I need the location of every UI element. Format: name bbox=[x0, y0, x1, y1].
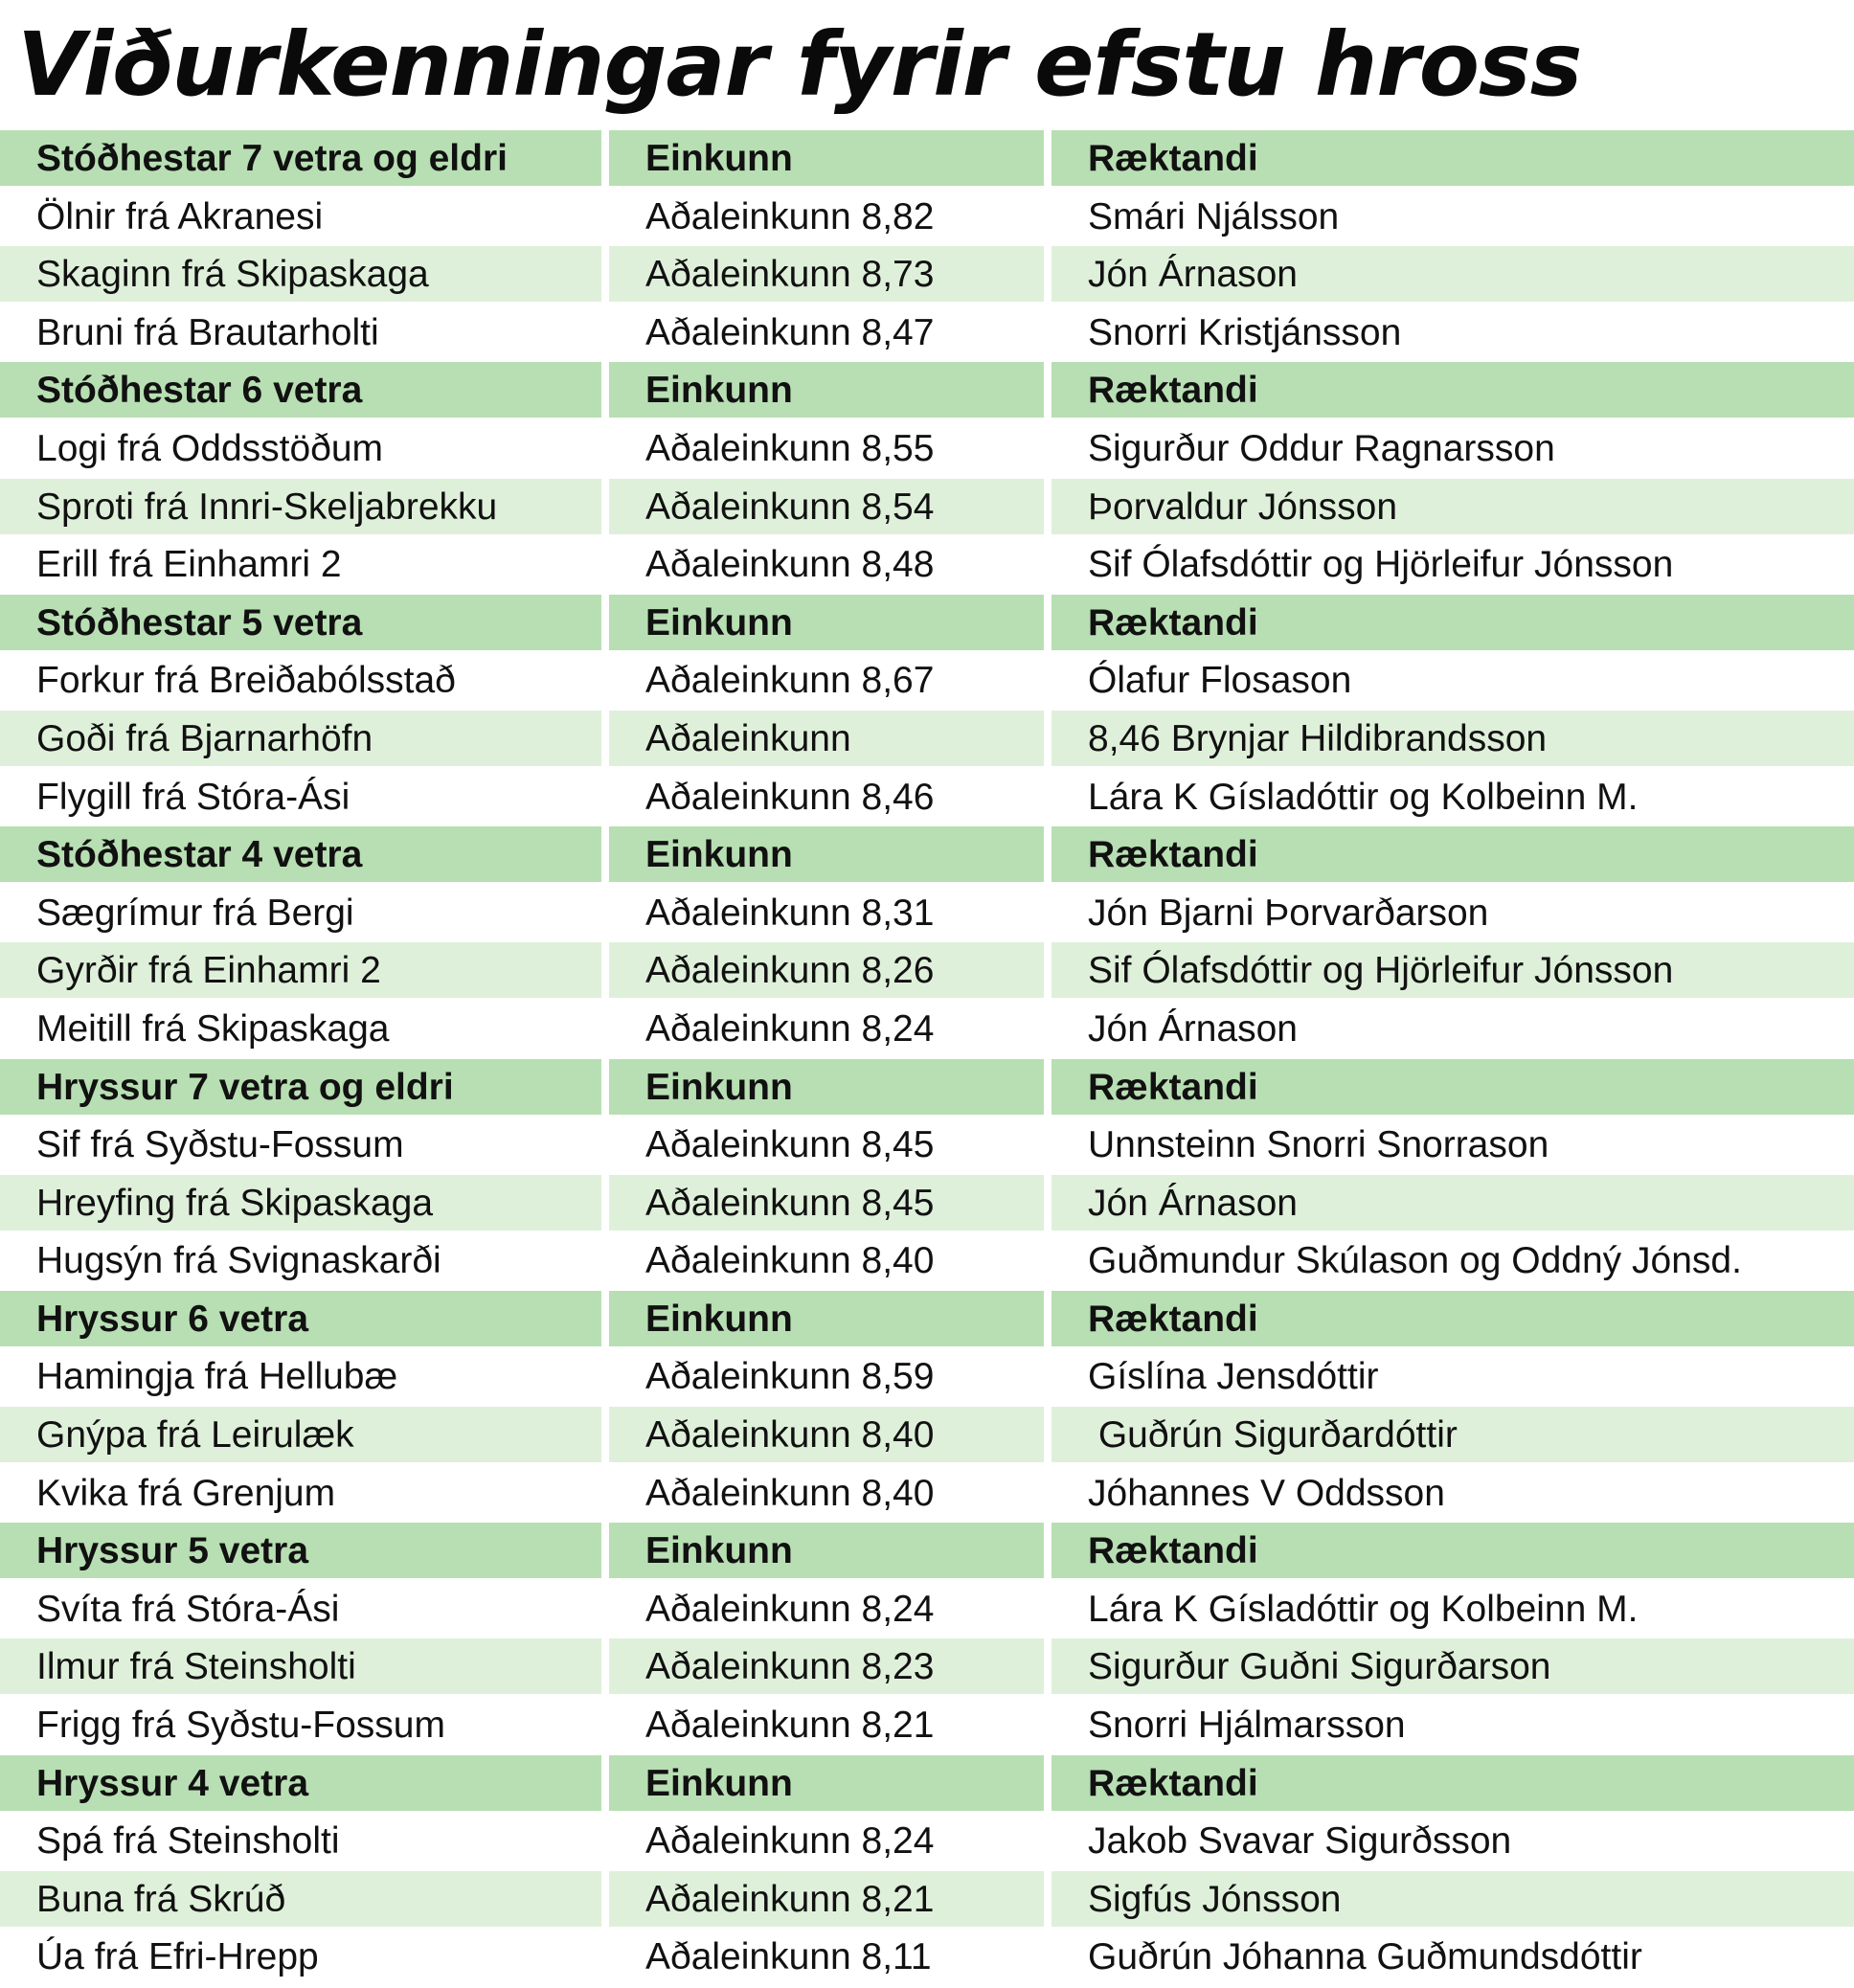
horse-name: Flygill frá Stóra-Ási bbox=[0, 769, 601, 825]
score-header: Einkunn bbox=[609, 362, 1044, 418]
table-row bbox=[0, 1638, 1854, 1697]
horse-name: Hamingja frá Hellubæ bbox=[0, 1348, 601, 1404]
table-row bbox=[0, 1929, 1854, 1987]
horse-score: Aðaleinkunn 8,40 bbox=[609, 1407, 1044, 1462]
table-row bbox=[0, 1871, 1854, 1930]
table-row bbox=[0, 769, 1854, 827]
horse-name: Ölnir frá Akranesi bbox=[0, 189, 601, 244]
horse-name: Spá frá Steinsholti bbox=[0, 1813, 601, 1868]
page-title: Viðurkenningar fyrir efstu hross bbox=[17, 13, 1582, 116]
horse-breeder: Jóhannes V Oddsson bbox=[1051, 1465, 1854, 1521]
table-row bbox=[0, 1232, 1854, 1291]
score-header: Einkunn bbox=[609, 826, 1044, 882]
category-header: Hryssur 5 vetra bbox=[0, 1523, 601, 1578]
horse-name: Svíta frá Stóra-Ási bbox=[0, 1581, 601, 1637]
category-header: Stóðhestar 6 vetra bbox=[0, 362, 601, 418]
score-header: Einkunn bbox=[609, 1059, 1044, 1115]
horse-breeder: Snorri Kristjánsson bbox=[1051, 305, 1854, 360]
horse-name: Bruni frá Brautarholti bbox=[0, 305, 601, 360]
section-header-row bbox=[0, 826, 1854, 885]
score-header: Einkunn bbox=[609, 1755, 1044, 1811]
horse-score: Aðaleinkunn 8,31 bbox=[609, 885, 1044, 940]
horse-name: Logi frá Oddsstöðum bbox=[0, 420, 601, 476]
score-header: Einkunn bbox=[609, 130, 1044, 186]
section-header-row bbox=[0, 595, 1854, 653]
horse-score: Aðaleinkunn 8,45 bbox=[609, 1175, 1044, 1231]
breeder-header: Ræktandi bbox=[1051, 826, 1854, 882]
horse-score: Aðaleinkunn 8,59 bbox=[609, 1348, 1044, 1404]
section-header-row bbox=[0, 362, 1854, 420]
horse-score: Aðaleinkunn 8,73 bbox=[609, 246, 1044, 302]
horse-score: Aðaleinkunn bbox=[609, 711, 1044, 766]
horse-score: Aðaleinkunn 8,23 bbox=[609, 1638, 1044, 1694]
horse-breeder: Gíslína Jensdóttir bbox=[1051, 1348, 1854, 1404]
category-header: Stóðhestar 7 vetra og eldri bbox=[0, 130, 601, 186]
horse-score: Aðaleinkunn 8,24 bbox=[609, 1581, 1044, 1637]
horse-name: Sægrímur frá Bergi bbox=[0, 885, 601, 940]
horse-name: Frigg frá Syðstu-Fossum bbox=[0, 1697, 601, 1752]
category-header: Stóðhestar 5 vetra bbox=[0, 595, 601, 650]
section-header-row bbox=[0, 1291, 1854, 1349]
table-row bbox=[0, 189, 1854, 247]
horse-breeder: Snorri Hjálmarsson bbox=[1051, 1697, 1854, 1752]
horse-score: Aðaleinkunn 8,54 bbox=[609, 479, 1044, 534]
horse-score: Aðaleinkunn 8,40 bbox=[609, 1232, 1044, 1288]
horse-breeder: Lára K Gísladóttir og Kolbeinn M. bbox=[1051, 1581, 1854, 1637]
category-header: Hryssur 7 vetra og eldri bbox=[0, 1059, 601, 1115]
table-row bbox=[0, 1001, 1854, 1059]
table-row bbox=[0, 246, 1854, 305]
table-row bbox=[0, 1117, 1854, 1175]
horse-name: Sproti frá Innri-Skeljabrekku bbox=[0, 479, 601, 534]
horse-name: Sif frá Syðstu-Fossum bbox=[0, 1117, 601, 1172]
horse-breeder: Sif Ólafsdóttir og Hjörleifur Jónsson bbox=[1051, 942, 1854, 998]
breeder-header: Ræktandi bbox=[1051, 1059, 1854, 1115]
horse-breeder: Guðmundur Skúlason og Oddný Jónsd. bbox=[1051, 1232, 1854, 1288]
horse-breeder: Jón Árnason bbox=[1051, 1175, 1854, 1231]
score-header: Einkunn bbox=[609, 1523, 1044, 1578]
horse-score: Aðaleinkunn 8,47 bbox=[609, 305, 1044, 360]
section-header-row bbox=[0, 1755, 1854, 1814]
horse-name: Buna frá Skrúð bbox=[0, 1871, 601, 1927]
horse-breeder: Sigurður Oddur Ragnarsson bbox=[1051, 420, 1854, 476]
horse-score: Aðaleinkunn 8,55 bbox=[609, 420, 1044, 476]
table-row bbox=[0, 479, 1854, 537]
horse-name: Erill frá Einhamri 2 bbox=[0, 536, 601, 592]
category-header: Hryssur 6 vetra bbox=[0, 1291, 601, 1346]
horse-breeder: Sif Ólafsdóttir og Hjörleifur Jónsson bbox=[1051, 536, 1854, 592]
table-row bbox=[0, 942, 1854, 1001]
horse-score: Aðaleinkunn 8,26 bbox=[609, 942, 1044, 998]
horse-score: Aðaleinkunn 8,48 bbox=[609, 536, 1044, 592]
breeder-header: Ræktandi bbox=[1051, 1523, 1854, 1578]
category-header: Stóðhestar 4 vetra bbox=[0, 826, 601, 882]
table-row bbox=[0, 1175, 1854, 1233]
horse-breeder: Þorvaldur Jónsson bbox=[1051, 479, 1854, 534]
table-row bbox=[0, 711, 1854, 769]
table-row bbox=[0, 536, 1854, 595]
horse-name: Gnýpa frá Leirulæk bbox=[0, 1407, 601, 1462]
horse-score: Aðaleinkunn 8,11 bbox=[609, 1929, 1044, 1984]
horse-score: Aðaleinkunn 8,24 bbox=[609, 1813, 1044, 1868]
horse-score: Aðaleinkunn 8,67 bbox=[609, 652, 1044, 708]
breeder-header: Ræktandi bbox=[1051, 130, 1854, 186]
table-row bbox=[0, 1348, 1854, 1407]
breeder-header: Ræktandi bbox=[1051, 1755, 1854, 1811]
horse-breeder: Jakob Svavar Sigurðsson bbox=[1051, 1813, 1854, 1868]
table-row bbox=[0, 1407, 1854, 1465]
score-header: Einkunn bbox=[609, 595, 1044, 650]
table-row bbox=[0, 1813, 1854, 1871]
section-header-row bbox=[0, 1059, 1854, 1118]
horse-name: Ilmur frá Steinsholti bbox=[0, 1638, 601, 1694]
horse-breeder: Sigfús Jónsson bbox=[1051, 1871, 1854, 1927]
category-header: Hryssur 4 vetra bbox=[0, 1755, 601, 1811]
horse-score: Aðaleinkunn 8,45 bbox=[609, 1117, 1044, 1172]
horse-breeder: Jón Árnason bbox=[1051, 1001, 1854, 1056]
horse-breeder: Ólafur Flosason bbox=[1051, 652, 1854, 708]
horse-breeder: Lára K Gísladóttir og Kolbeinn M. bbox=[1051, 769, 1854, 825]
horse-breeder: Jón Bjarni Þorvarðarson bbox=[1051, 885, 1854, 940]
score-header: Einkunn bbox=[609, 1291, 1044, 1346]
table-row bbox=[0, 1697, 1854, 1755]
horse-score: Aðaleinkunn 8,24 bbox=[609, 1001, 1044, 1056]
horse-breeder: Guðrún Sigurðardóttir bbox=[1051, 1407, 1854, 1462]
section-header-row bbox=[0, 1523, 1854, 1581]
table-row bbox=[0, 652, 1854, 711]
breeder-header: Ræktandi bbox=[1051, 362, 1854, 418]
horse-breeder: Guðrún Jóhanna Guðmundsdóttir bbox=[1051, 1929, 1854, 1984]
table-row bbox=[0, 305, 1854, 363]
horse-name: Forkur frá Breiðabólsstað bbox=[0, 652, 601, 708]
table-row bbox=[0, 885, 1854, 943]
horse-name: Hreyfing frá Skipaskaga bbox=[0, 1175, 601, 1231]
horse-score: Aðaleinkunn 8,46 bbox=[609, 769, 1044, 825]
breeder-header: Ræktandi bbox=[1051, 595, 1854, 650]
awards-table bbox=[0, 130, 1854, 1987]
horse-breeder: Sigurður Guðni Sigurðarson bbox=[1051, 1638, 1854, 1694]
horse-name: Hugsýn frá Svignaskarði bbox=[0, 1232, 601, 1288]
table-row bbox=[0, 1581, 1854, 1639]
horse-name: Úa frá Efri-Hrepp bbox=[0, 1929, 601, 1984]
breeder-header: Ræktandi bbox=[1051, 1291, 1854, 1346]
horse-name: Meitill frá Skipaskaga bbox=[0, 1001, 601, 1056]
horse-breeder: Jón Árnason bbox=[1051, 246, 1854, 302]
horse-breeder: Unnsteinn Snorri Snorrason bbox=[1051, 1117, 1854, 1172]
section-header-row bbox=[0, 130, 1854, 189]
horse-name: Gyrðir frá Einhamri 2 bbox=[0, 942, 601, 998]
horse-name: Skaginn frá Skipaskaga bbox=[0, 246, 601, 302]
table-row bbox=[0, 1465, 1854, 1524]
horse-breeder: Smári Njálsson bbox=[1051, 189, 1854, 244]
horse-score: Aðaleinkunn 8,82 bbox=[609, 189, 1044, 244]
horse-score: Aðaleinkunn 8,40 bbox=[609, 1465, 1044, 1521]
horse-score: Aðaleinkunn 8,21 bbox=[609, 1697, 1044, 1752]
horse-breeder: 8,46 Brynjar Hildibrandsson bbox=[1051, 711, 1854, 766]
horse-score: Aðaleinkunn 8,21 bbox=[609, 1871, 1044, 1927]
horse-name: Goði frá Bjarnarhöfn bbox=[0, 711, 601, 766]
horse-name: Kvika frá Grenjum bbox=[0, 1465, 601, 1521]
table-row bbox=[0, 420, 1854, 479]
